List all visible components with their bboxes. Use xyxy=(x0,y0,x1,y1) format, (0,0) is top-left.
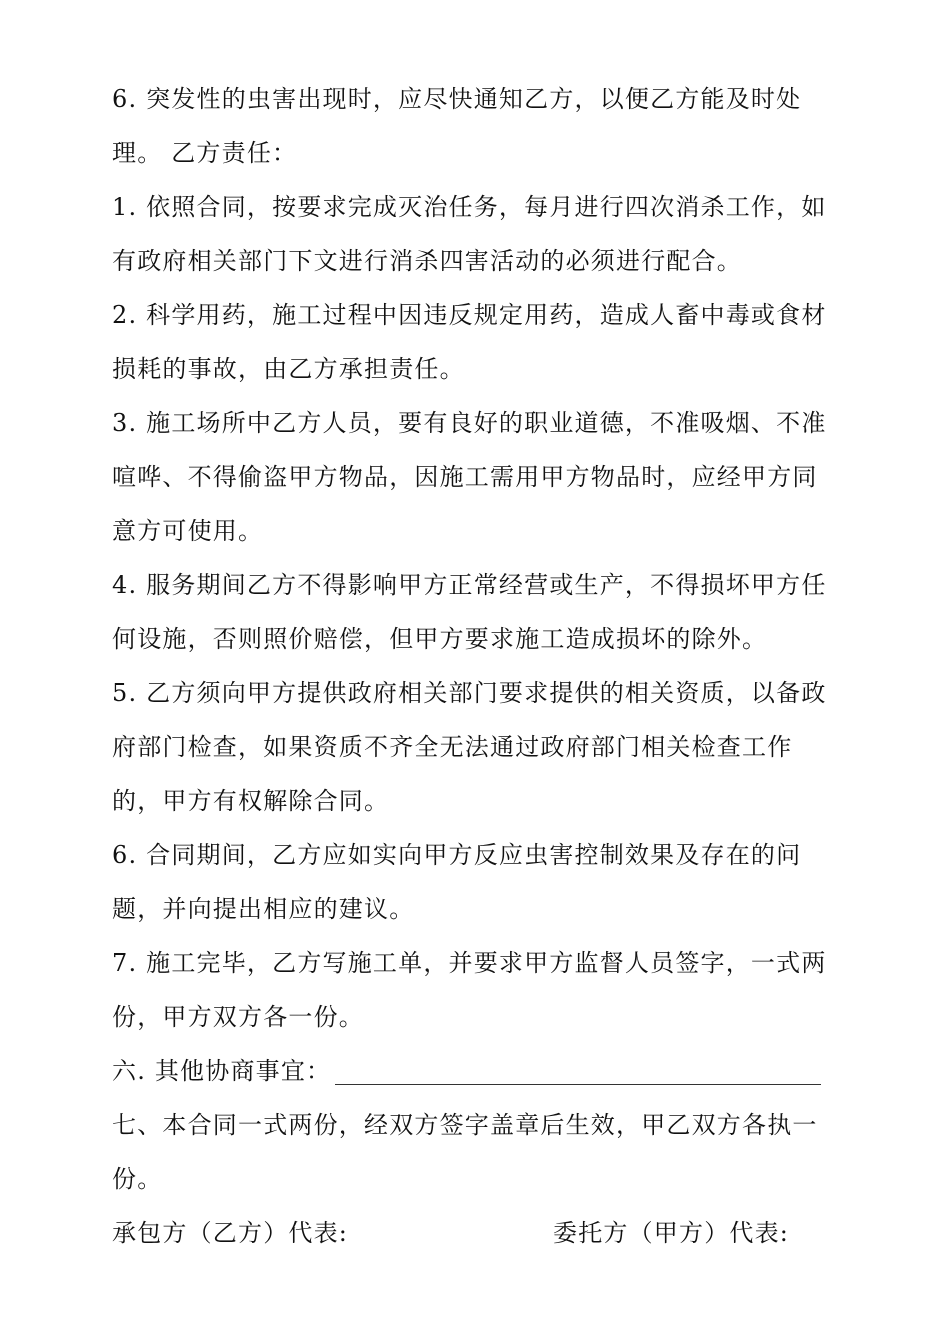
text-line: 府部门检查，如果资质不齐全无法通过政府部门相关检查工作 xyxy=(112,733,793,761)
clause-seven-line-1: 七、本合同一式两份，经双方签字盖章后生效，甲乙双方各执一 xyxy=(112,1111,818,1139)
text-line: 理。 乙方责任： xyxy=(112,139,298,167)
text-line: 何设施，否则照价赔偿，但甲方要求施工造成损坏的除外。 xyxy=(112,625,768,653)
text-line: 喧哗、不得偷盗甲方物品，因施工需用甲方物品时，应经甲方同 xyxy=(112,463,818,491)
text-line: 4. 服务期间乙方不得影响甲方正常经营或生产，不得损坏甲方任 xyxy=(112,571,827,599)
text-line: 7. 施工完毕，乙方写施工单，并要求甲方监督人员签字，一式两 xyxy=(112,949,827,977)
other-matters-label: 六. 其他协商事宜： xyxy=(112,1057,332,1085)
text-line: 的，甲方有权解除合同。 xyxy=(112,787,390,815)
text-line: 2. 科学用药，施工过程中因违反规定用药，造成人畜中毒或食材 xyxy=(112,301,827,329)
text-line: 有政府相关部门下文进行消杀四害活动的必须进行配合。 xyxy=(112,247,742,275)
clause-lines xyxy=(112,72,834,1044)
text-line: 意方可使用。 xyxy=(112,517,264,545)
text-line: 份，甲方双方各一份。 xyxy=(112,1003,364,1031)
contractor-representative-label: 承包方（乙方）代表: xyxy=(112,1219,349,1247)
text-line: 6. 合同期间，乙方应如实向甲方反应虫害控制效果及存在的问 xyxy=(112,841,802,869)
text-line: 1. 依照合同，按要求完成灭治任务，每月进行四次消杀工作，如 xyxy=(112,193,827,221)
text-line: 损耗的事故，由乙方承担责任。 xyxy=(112,355,465,383)
signature-row xyxy=(112,1206,834,1260)
text-line: 题，并向提出相应的建议。 xyxy=(112,895,415,923)
client-representative-label: 委托方（甲方）代表: xyxy=(553,1219,790,1247)
contract-text xyxy=(112,72,834,1260)
text-line: 6. 突发性的虫害出现时，应尽快通知乙方，以便乙方能及时处 xyxy=(112,85,802,113)
text-line: 5. 乙方须向甲方提供政府相关部门要求提供的相关资质，以备政 xyxy=(112,679,827,707)
fill-in-blank xyxy=(335,1050,821,1085)
text-line: 3. 施工场所中乙方人员，要有良好的职业道德，不准吸烟、不准 xyxy=(112,409,827,437)
clause-seven-line-2: 份。 xyxy=(112,1165,163,1193)
other-matters-line xyxy=(112,1044,834,1098)
